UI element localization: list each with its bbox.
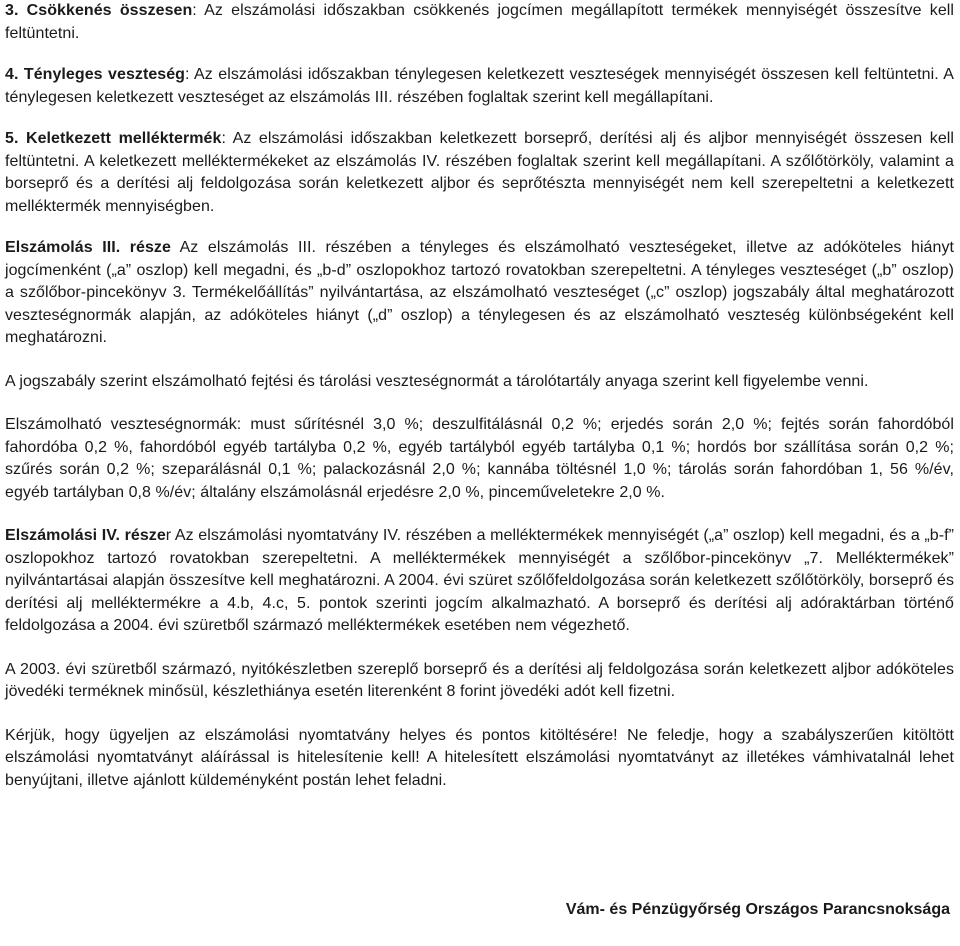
norm-paragraph: A jogszabály szerint elszámolható fejtési és tárolási veszteségnormát a tárolótartály anyaga szerint kell figyelembe venni. [5,372,869,390]
closing-paragraph: Kérjük, hogy ügyeljen az elszámolási nyomtatvány helyes és pontos kitöltésére! Ne feledje, hogy a szabályszerűen kitöltött elszámolási nyomtatványt aláírással is hitelesítenie kell! A hitelesített elszámolási nyomtatványt az illetékes vámhivatalnál lehet benyújtani, illetve ajánlott küldeményként postán lehet feladni. [5,726,954,789]
item-3-paragraph [5,0,954,45]
section-3-text: Az elszámolás III. részében a tényleges és elszámolható veszteségeket, illetve az adóköteles hiányt jogcímenként („a” oszlop) kell megadni, és „b-d” oszlopokhoz tartozó rovatokban szerepeltetni. A tényleges veszteséget („b” oszlop) a szőlőbor-pincekönyv 3. Termékelőállítás” nyilvántartása, az elszámolható veszteséget („c” oszlop) jogszabály által meghatározott veszteségnormák alapján, az adóköteles hiányt („d” oszlop) a ténylegesen és az elszámolható veszteség különbségeként kell meghatározni. [5,239,954,346]
section-4-heading: Elszámolási IV. része [5,527,166,544]
item-4-heading: 4. Tényleges veszteség [5,66,185,83]
item-5-text: : Az elszámolási időszakban keletkezett borseprő, derítési alj és aljbor mennyiségét összesen kell feltüntetni. A keletkezett melléktermékeket az elszámolás IV. részében foglaltak szerint kell megállapítani. A szőlőtörköly, valamint a borseprő és a derítési alj feldolgozása során keletkezett aljbor és seprőtészta mennyiségét nem kell szerepeltetni a keletkezett melléktermék mennyiségben. [5,130,954,215]
section-3-heading: Elszámolás III. része [5,239,171,256]
section-4-text: r Az elszámolási nyomtatvány IV. részében a melléktermékek mennyiségét („a” oszlop) kell megadni, és a „b-f” oszlopokhoz tartozó rovatokban szerepeltetni. A melléktermékek mennyiségét a szőlőbor-pincekönyv „7. Melléktermékek” nyilvántartásai alapján összesítve kell meghatározni. A 2004. évi szüret szőlőfeldolgozása során keletkezett szőlőtörköly, borseprő és derítési alj melléktermékre a 4.b, 4.c, 5. pontok szerinti jogcím alkalmazható. A borseprő és derítési alj adóraktárban történő feldolgozása a 2004. évi szüretből származó melléktermékek esetében nem végezhető. [5,527,954,634]
section-4-paragraph [5,525,954,638]
item-5-heading: 5. Keletkezett melléktermék [5,130,222,147]
rates-paragraph: Elszámolható veszteségnormák: must sűrítésnél 3,0 %; deszulfitálásnál 0,2 %; erjedés során 2,0 %; fejtés során fahordóból fahordóba 0,2 %, fahordóból egyéb tartályba 0,2 %, egyéb tartályból egyéb tartályba 0,1 %; hordós bor szállítása során 0,2 %; szűrés során 0,2 %; szeparálásnál 0,1 %; palackozásnál 2,0 %; kannába töltésnél 1,0 %; tárolás során fahordóban 1, 56 %/év, egyéb tartályban 0,8 %/év; általány elszámolásnál erjedésre 2,0 %, pinceműveletekre 2,0 %. [5,416,954,501]
item-5-paragraph [5,128,954,218]
item-3-text: : Az elszámolási időszakban csökkenés jogcímen megállapított termékek mennyiségét összesítve kell feltüntetni. [5,2,954,42]
year-2003-paragraph: A 2003. évi szüretből származó, nyitókészletben szereplő borseprő és a derítési alj feldolgozása során keletkezett aljbor adóköteles jövedéki terméknek minősül, készlethiánya esetén literenként 8 forint jövedéki adót kell fizetni. [5,660,954,700]
item-4-text: : Az elszámolási időszakban ténylegesen keletkezett veszteségek mennyiségét összesen kell feltüntetni. A ténylegesen keletkezett veszteséget az elszámolás III. részében foglaltak szerint kell megállapítani. [5,66,954,106]
item-3-heading: 3. Csökkenés összesen [5,2,193,19]
item-4-paragraph [5,64,954,109]
section-3-paragraph [5,237,954,350]
issuer-signature: Vám- és Pénzügyőrség Országos Parancsnoksága [565,901,950,918]
